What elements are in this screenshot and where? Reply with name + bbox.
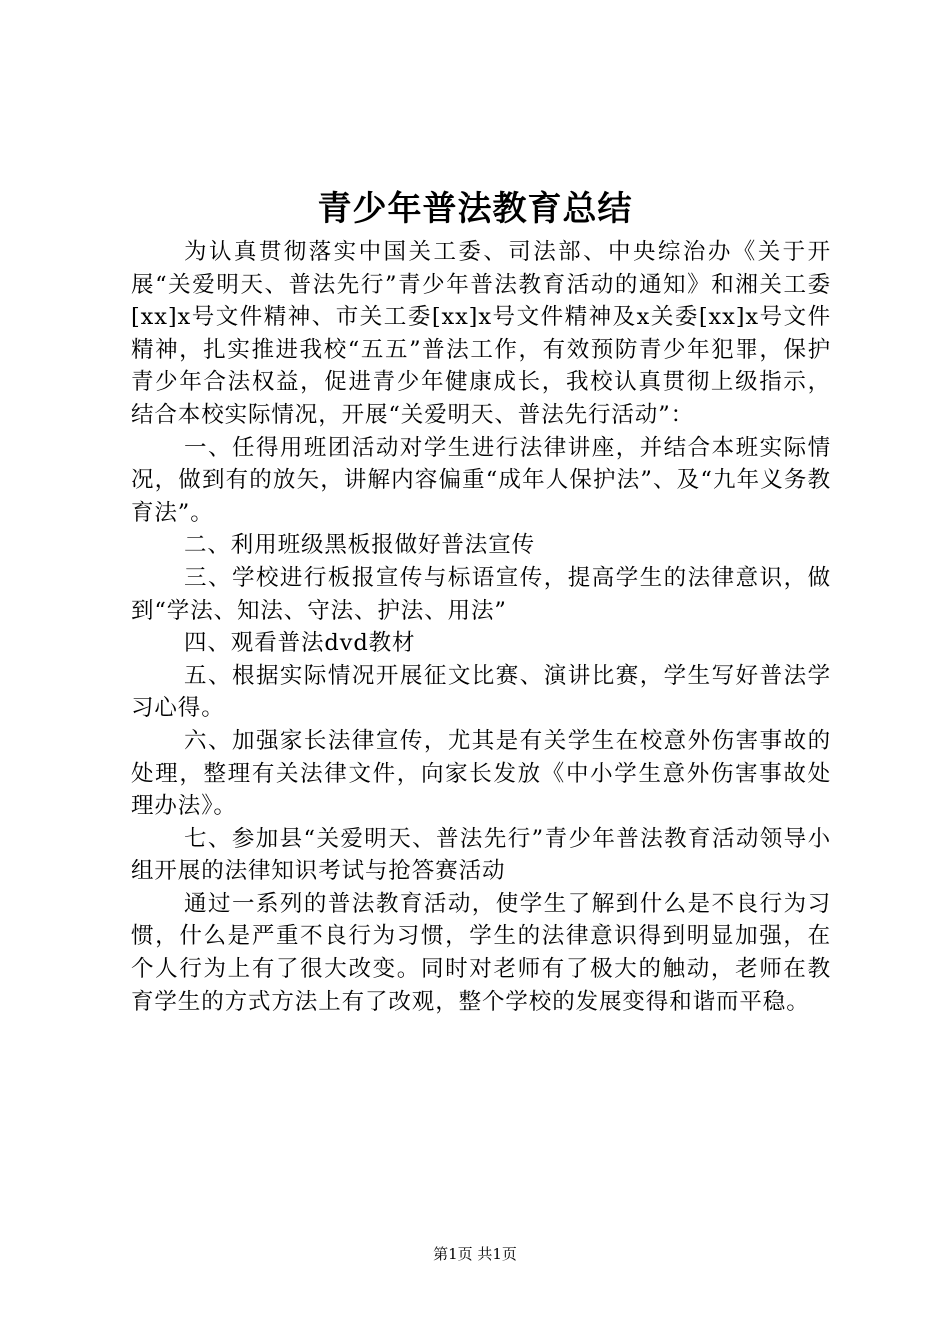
page-footer: 第1页 共1页 bbox=[433, 1245, 517, 1263]
item-paragraph-6: 六、加强家长法律宣传，尤其是有关学生在校意外伤害事故的处理，整理有关法律文件，向家长发放《中小学生意外伤害事故处理办法》。 bbox=[131, 727, 831, 820]
item-paragraph-5: 五、根据实际情况开展征文比赛、演讲比赛，学生写好普法学习心得。 bbox=[131, 662, 831, 722]
item-paragraph-2: 二、利用班级黑板报做好普法宣传 bbox=[184, 532, 536, 559]
intro-paragraph: 为认真贯彻落实中国关工委、司法部、中央综治办《关于开展“关爱明天、普法先行”青少年普法教育活动的通知》和湘关工委[xx]x号文件精神、市关工委[xx]x号文件精神及x关委[xx]x号文件精神，扎实推进我校“五五”普法工作，有效预防青少年犯罪，保护青少年合法权益，促进青少年健康成长，我校认真贯彻上级指示，结合本校实际情况，开展“关爱明天、普法先行活动”： bbox=[131, 239, 831, 428]
conclusion-paragraph: 通过一系列的普法教育活动，使学生了解到什么是不良行为习惯，什么是严重不良行为习惯，学生的法律意识得到明显加强，在个人行为上有了很大改变。同时对老师有了极大的触动，老师在教育学生的方式方法上有了改观，整个学校的发展变得和谐而平稳。 bbox=[131, 890, 831, 1015]
item-paragraph-4: 四、观看普法dvd教材 bbox=[184, 630, 416, 657]
item-paragraph-1: 一、任得用班团活动对学生进行法律讲座，并结合本班实际情况，做到有的放矢，讲解内容偏重“成年人保护法”、及“九年义务教育法”。 bbox=[131, 434, 831, 526]
document-body bbox=[131, 236, 831, 1018]
document-title: 青少年普法教育总结 bbox=[317, 189, 633, 229]
item-paragraph-7: 七、参加县“关爱明天、普法先行”青少年普法教育活动领导小组开展的法律知识考试与抢答赛活动 bbox=[131, 825, 831, 885]
item-paragraph-3: 三、学校进行板报宣传与标语宣传，提高学生的法律意识，做到“学法、知法、守法、护法、用法” bbox=[131, 564, 831, 624]
